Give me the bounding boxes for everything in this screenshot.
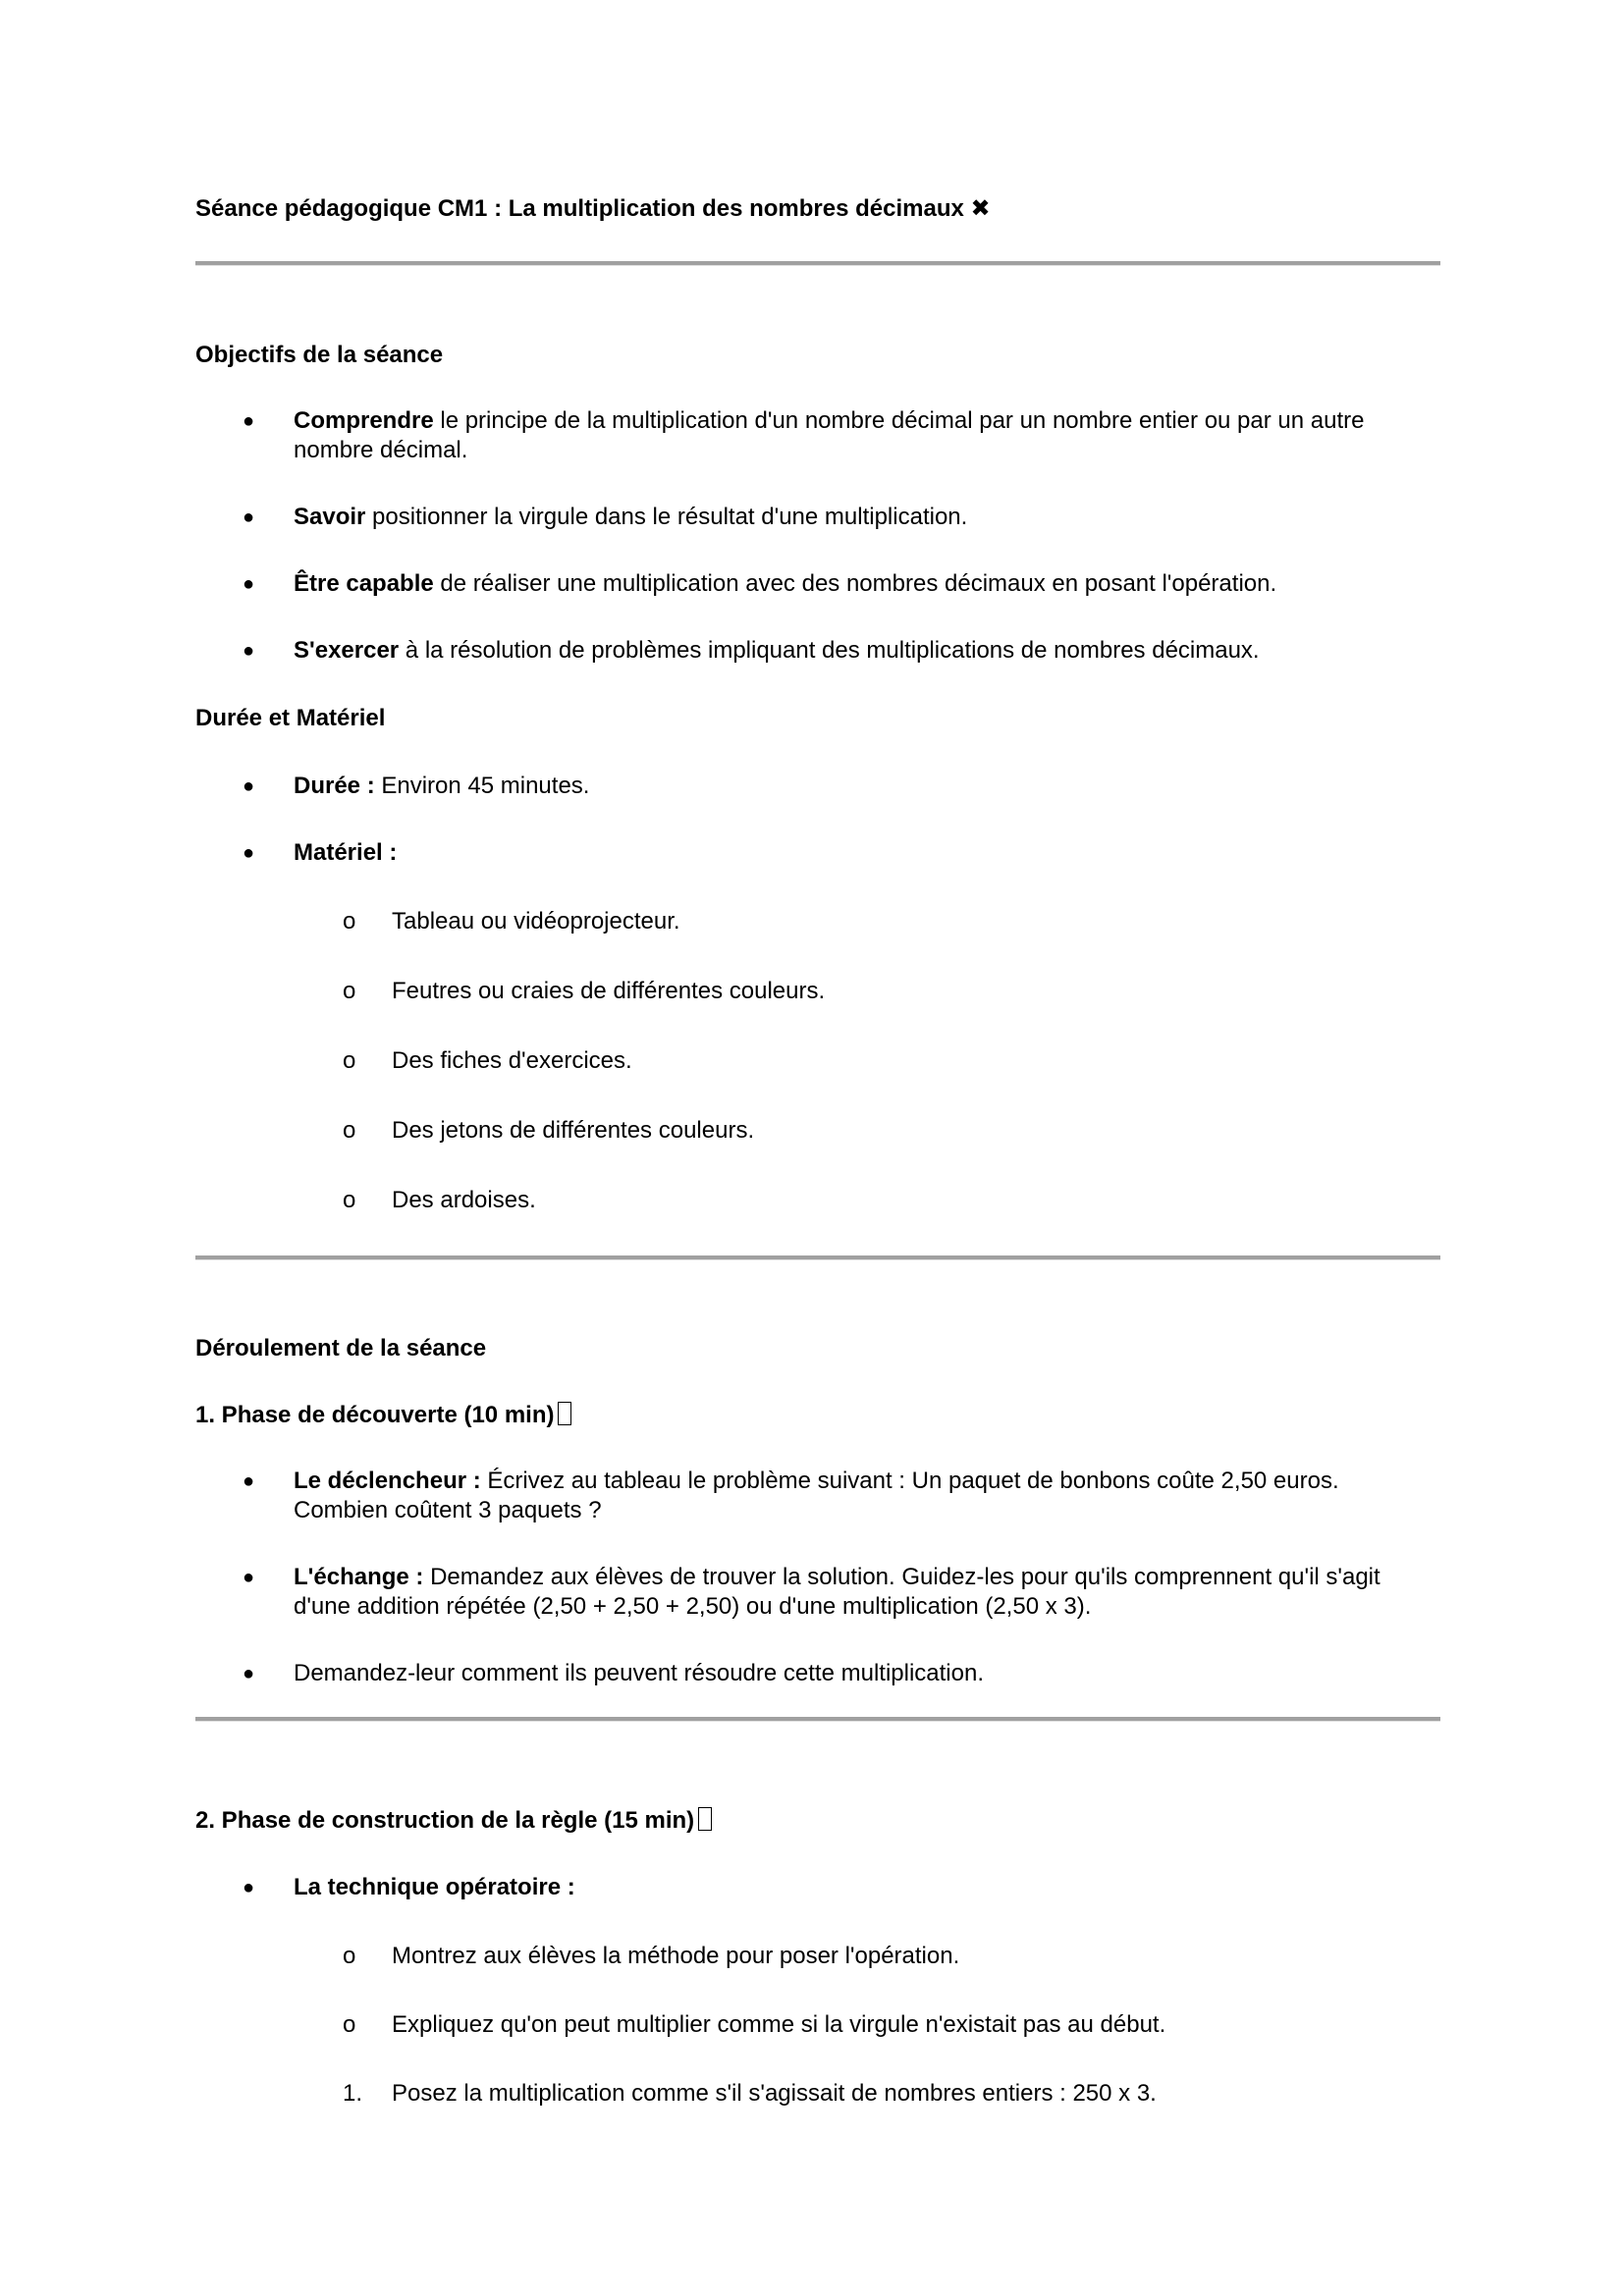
item-bold: Savoir bbox=[294, 504, 366, 530]
phase2-heading-text: 2. Phase de construction de la règle (15 min) bbox=[195, 1807, 695, 1834]
item-text: positionner la virgule dans le résultat d'une multiplication. bbox=[365, 504, 968, 530]
item-text: Demandez aux élèves de trouver la solution. Guidez-les pour qu'ils comprennent qu'il s'agit d'une addition répétée (2,50 + 2,50 + 2,50) ou d'une multiplication (2,50 x 3). bbox=[294, 1564, 1380, 1620]
sub-item-text: Montrez aux élèves la méthode pour poser l'opération. bbox=[392, 1943, 960, 1969]
bullet-icon: ● bbox=[243, 573, 255, 595]
item-bold: L'échange : bbox=[294, 1564, 424, 1590]
bullet-icon: ● bbox=[243, 507, 255, 528]
bullet-icon: ● bbox=[243, 640, 255, 662]
item-text: Environ 45 minutes. bbox=[374, 773, 590, 799]
sub-item-text: Tableau ou vidéoprojecteur. bbox=[392, 908, 680, 934]
bullet-icon: ● bbox=[243, 1663, 255, 1684]
bullet-icon: ● bbox=[243, 775, 255, 797]
item-text: à la résolution de problèmes impliquant des multiplications de nombres décimaux. bbox=[399, 637, 1260, 664]
sub-item-text: Des jetons de différentes couleurs. bbox=[392, 1117, 755, 1144]
item-text: Demandez-leur comment ils peuvent résoudre cette multiplication. bbox=[294, 1660, 984, 1686]
circle-bullet-icon: o bbox=[343, 1187, 356, 1213]
title-text: Séance pédagogique CM1 : La multiplication des nombres décimaux bbox=[195, 195, 964, 222]
item-bold: Comprendre bbox=[294, 407, 434, 434]
section-heading-deroulement: Déroulement de la séance bbox=[195, 1335, 487, 1362]
section-heading-objectifs: Objectifs de la séance bbox=[195, 342, 444, 368]
item-bold: La technique opératoire : bbox=[294, 1874, 575, 1900]
circle-bullet-icon: o bbox=[343, 1117, 356, 1144]
list-number: 1. bbox=[343, 2080, 363, 2107]
section-heading-duree-materiel: Durée et Matériel bbox=[195, 705, 386, 731]
item-bold: Durée : bbox=[294, 773, 375, 799]
divider bbox=[195, 1717, 1440, 1722]
circle-bullet-icon: o bbox=[343, 1943, 356, 1969]
sub-item-text: Des fiches d'exercices. bbox=[392, 1047, 632, 1074]
bullet-icon: ● bbox=[243, 1567, 255, 1588]
circle-bullet-icon: o bbox=[343, 2011, 356, 2038]
sub-item-text: Posez la multiplication comme s'il s'agissait de nombres entiers : 250 x 3. bbox=[392, 2080, 1157, 2107]
bullet-icon: ● bbox=[243, 842, 255, 864]
circle-bullet-icon: o bbox=[343, 1047, 356, 1074]
document-title bbox=[195, 194, 991, 223]
circle-bullet-icon: o bbox=[343, 978, 356, 1004]
item-bold: Matériel : bbox=[294, 839, 398, 866]
sub-item-text: Expliquez qu'on peut multiplier comme si la virgule n'existait pas au début. bbox=[392, 2011, 1166, 2038]
circle-bullet-icon: o bbox=[343, 908, 356, 934]
divider bbox=[195, 1255, 1440, 1260]
item-text: le principe de la multiplication d'un nombre décimal par un nombre entier ou par un autre nombre décimal. bbox=[294, 407, 1365, 463]
sub-item-text: Feutres ou craies de différentes couleurs. bbox=[392, 978, 826, 1004]
divider bbox=[195, 261, 1440, 266]
item-bold: Être capable bbox=[294, 570, 434, 597]
phase1-heading bbox=[195, 1402, 571, 1429]
item-bold: S'exercer bbox=[294, 637, 400, 664]
bullet-icon: ● bbox=[243, 1470, 255, 1492]
bullet-icon: ● bbox=[243, 1877, 255, 1898]
sub-item-text: Des ardoises. bbox=[392, 1187, 536, 1213]
item-text: de réaliser une multiplication avec des nombres décimaux en posant l'opération. bbox=[433, 570, 1277, 597]
heavy-multiplication-x-icon: ✖ bbox=[970, 195, 991, 222]
item-text: Écrivez au tableau le problème suivant : Un paquet de bonbons coûte 2,50 euros. Combien coûtent 3 paquets ? bbox=[294, 1468, 1339, 1523]
phase2-heading bbox=[195, 1807, 712, 1835]
missing-glyph-icon bbox=[698, 1807, 712, 1831]
bullet-icon: ● bbox=[243, 410, 255, 432]
item-bold: Le déclencheur : bbox=[294, 1468, 481, 1494]
phase1-heading-text: 1. Phase de découverte (10 min) bbox=[195, 1402, 555, 1428]
missing-glyph-icon bbox=[558, 1402, 571, 1425]
